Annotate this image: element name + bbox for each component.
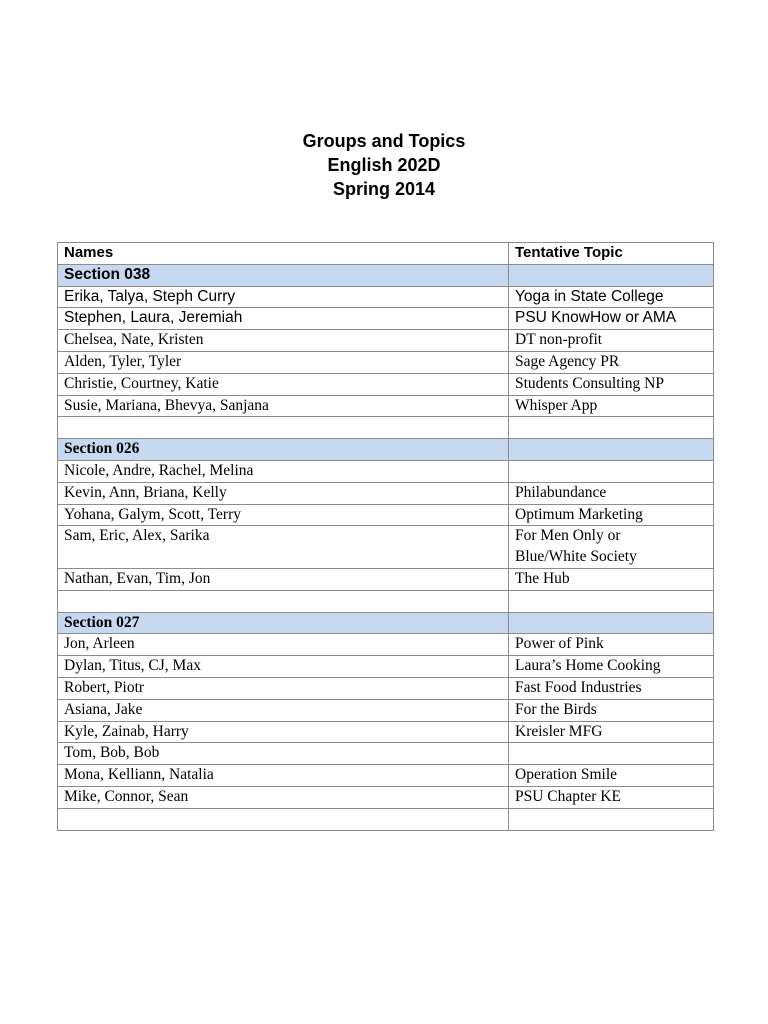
- topic-text: Blue/White Society: [515, 548, 637, 566]
- topic-text: For the Birds: [515, 700, 597, 718]
- table-row: [58, 656, 714, 678]
- topic-text: Philabundance: [515, 483, 607, 501]
- table-row: [58, 677, 714, 699]
- tentative-topic-cell: [509, 568, 714, 590]
- blank-cell: [58, 590, 509, 612]
- tentative-topic-cell: [509, 308, 714, 330]
- section-label-empty-cell: [509, 612, 714, 634]
- table-row: [58, 395, 714, 417]
- topic-text: Power of Pink: [515, 635, 604, 653]
- group-names-cell: Kevin, Ann, Briana, Kelly: [58, 482, 509, 504]
- topic-text: Optimum Marketing: [515, 505, 643, 523]
- tentative-topic-cell: [509, 526, 714, 569]
- table-row: [58, 351, 714, 373]
- topic-text: Yoga in State College: [515, 287, 664, 305]
- topic-text: The Hub: [515, 569, 570, 587]
- topic-text: Students Consulting NP: [515, 374, 664, 392]
- section-label-empty-cell: [509, 439, 714, 461]
- group-names-cell: Tom, Bob, Bob: [58, 743, 509, 765]
- group-names-cell: Sam, Eric, Alex, Sarika: [58, 526, 509, 569]
- blank-cell: [509, 808, 714, 830]
- groups-table-body: [58, 243, 714, 831]
- table-row: [58, 330, 714, 352]
- header-names: Names: [58, 243, 509, 265]
- tentative-topic-cell: [509, 743, 714, 765]
- table-row: [58, 482, 714, 504]
- group-names-cell: Erika, Talya, Steph Curry: [58, 286, 509, 308]
- topic-text: Whisper App: [515, 396, 598, 414]
- tentative-topic-cell: [509, 634, 714, 656]
- group-names-cell: Asiana, Jake: [58, 699, 509, 721]
- title-line-1: Groups and Topics: [302, 131, 466, 151]
- group-names-cell: Robert, Piotr: [58, 677, 509, 699]
- table-row: [58, 786, 714, 808]
- tentative-topic-cell: [509, 721, 714, 743]
- group-names-cell: Susie, Mariana, Bhevya, Sanjana: [58, 395, 509, 417]
- table-row: [58, 308, 714, 330]
- section-header-row: [58, 612, 714, 634]
- group-names-cell: Mona, Kelliann, Natalia: [58, 765, 509, 787]
- table-row: [58, 460, 714, 482]
- title-line-2: English 202D: [327, 155, 441, 175]
- tentative-topic-cell: [509, 656, 714, 678]
- topic-text: Sage Agency PR: [515, 352, 620, 370]
- blank-cell: [58, 808, 509, 830]
- blank-cell: [58, 417, 509, 439]
- tentative-topic-cell: [509, 765, 714, 787]
- table-row: [58, 743, 714, 765]
- group-names-cell: Stephen, Laura, Jeremiah: [58, 308, 509, 330]
- topic-text: DT non-profit: [515, 331, 603, 349]
- blank-row: [58, 590, 714, 612]
- section-header-row: [58, 439, 714, 461]
- tentative-topic-cell: [509, 677, 714, 699]
- table-row: [58, 765, 714, 787]
- title-line-3: Spring 2014: [332, 179, 436, 199]
- table-row: [58, 721, 714, 743]
- tentative-topic-cell: [509, 351, 714, 373]
- header-topic: Tentative Topic: [509, 243, 714, 265]
- group-names-cell: Kyle, Zainab, Harry: [58, 721, 509, 743]
- groups-table: [57, 242, 714, 831]
- tentative-topic-cell: [509, 373, 714, 395]
- topic-text: Operation Smile: [515, 766, 618, 784]
- group-names-cell: Christie, Courtney, Katie: [58, 373, 509, 395]
- table-header-row: [58, 243, 714, 265]
- topic-text: PSU KnowHow or AMA: [515, 309, 677, 327]
- table-row: [58, 526, 714, 569]
- tentative-topic-cell: [509, 286, 714, 308]
- blank-row: [58, 808, 714, 830]
- group-names-cell: Nicole, Andre, Rachel, Melina: [58, 460, 509, 482]
- section-label-empty-cell: [509, 264, 714, 286]
- table-row: [58, 699, 714, 721]
- table-row: [58, 286, 714, 308]
- topic-text: Fast Food Industries: [515, 678, 642, 696]
- section-label: Section 038: [58, 264, 509, 286]
- tentative-topic-cell: [509, 699, 714, 721]
- tentative-topic-cell: [509, 786, 714, 808]
- group-names-cell: Chelsea, Nate, Kristen: [58, 330, 509, 352]
- tentative-topic-cell: [509, 482, 714, 504]
- group-names-cell: Nathan, Evan, Tim, Jon: [58, 568, 509, 590]
- group-names-cell: Alden, Tyler, Tyler: [58, 351, 509, 373]
- section-header-row: [58, 264, 714, 286]
- table-row: [58, 634, 714, 656]
- group-names-cell: Mike, Connor, Sean: [58, 786, 509, 808]
- blank-cell: [509, 590, 714, 612]
- tentative-topic-cell: [509, 460, 714, 482]
- blank-row: [58, 417, 714, 439]
- section-label: Section 026: [58, 439, 509, 461]
- group-names-cell: Jon, Arleen: [58, 634, 509, 656]
- table-row: [58, 568, 714, 590]
- section-label: Section 027: [58, 612, 509, 634]
- topic-text: Kreisler MFG: [515, 722, 603, 740]
- group-names-cell: Dylan, Titus, CJ, Max: [58, 656, 509, 678]
- table-row: [58, 373, 714, 395]
- blank-cell: [509, 417, 714, 439]
- topic-text: For Men Only or: [515, 527, 621, 545]
- table-row: [58, 504, 714, 526]
- topic-text: Laura’s Home Cooking: [515, 657, 661, 675]
- tentative-topic-cell: [509, 330, 714, 352]
- tentative-topic-cell: [509, 504, 714, 526]
- topic-text: PSU Chapter KE: [515, 787, 621, 805]
- document-title: [0, 129, 768, 201]
- tentative-topic-cell: [509, 395, 714, 417]
- group-names-cell: Yohana, Galym, Scott, Terry: [58, 504, 509, 526]
